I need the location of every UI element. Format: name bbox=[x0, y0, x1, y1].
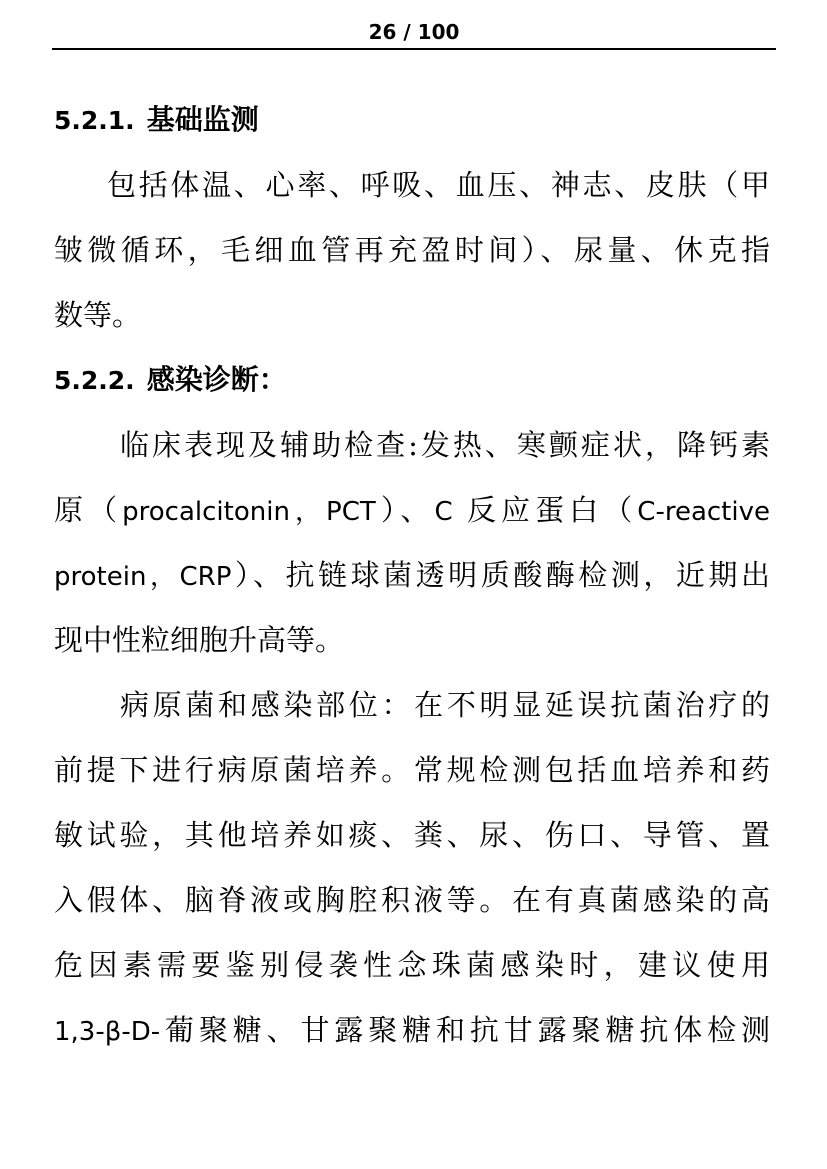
section-number: 5.2.1. bbox=[54, 106, 135, 135]
text-run: 葡聚糖、甘露聚糖和抗甘露聚糖抗体检测 bbox=[160, 1013, 770, 1047]
section-number: 5.2.2. bbox=[54, 366, 135, 395]
text-run: 原（ bbox=[54, 493, 123, 527]
text-run: ）、抗链球菌透明质酸酶检测，近期出 bbox=[231, 558, 770, 592]
paragraph-line: 数等。 bbox=[54, 298, 142, 332]
latin-term: protein，CRP bbox=[54, 562, 232, 592]
paragraph-line bbox=[54, 1010, 770, 1052]
paragraph-line: 包括体温、心率、呼吸、血压、神志、皮肤（甲 bbox=[107, 168, 770, 202]
paragraph-line: 皱微循环，毛细血管再充盈时间）、尿量、休克指 bbox=[54, 233, 770, 267]
paragraph-line: 危因素需要鉴别侵袭性念珠菌感染时，建议使用 bbox=[54, 948, 770, 982]
section-title: 感染诊断： bbox=[146, 363, 287, 396]
latin-term: C bbox=[434, 497, 453, 527]
paragraph-line: 入假体、脑脊液或胸腔积液等。在有真菌感染的高 bbox=[54, 883, 770, 917]
paragraph-line: 临床表现及辅助检查:发热、寒颤症状，降钙素 bbox=[120, 428, 770, 462]
latin-term: procalcitonin，PCT bbox=[122, 497, 376, 527]
latin-term: C-reactive bbox=[637, 497, 770, 527]
page-header bbox=[52, 18, 776, 50]
section-heading-5-2-2 bbox=[54, 360, 774, 401]
text-run: ）、 bbox=[375, 493, 435, 527]
text-run: 反应蛋白（ bbox=[452, 493, 638, 527]
section-heading-5-2-1 bbox=[54, 100, 774, 141]
paragraph-line bbox=[54, 555, 770, 597]
latin-term: 1,3-β-D- bbox=[54, 1017, 161, 1047]
page-number: 26 / 100 bbox=[368, 20, 460, 44]
paragraph-line: 病原菌和感染部位：在不明显延误抗菌治疗的 bbox=[120, 688, 770, 722]
paragraph-line: 现中性粒细胞升高等。 bbox=[54, 623, 345, 657]
paragraph-line bbox=[54, 490, 770, 532]
paragraph-line: 前提下进行病原菌培养。常规检测包括血培养和药 bbox=[54, 753, 770, 787]
section-title: 基础监测 bbox=[146, 103, 259, 136]
paragraph-line: 敏试验，其他培养如痰、粪、尿、伤口、导管、置 bbox=[54, 818, 770, 852]
